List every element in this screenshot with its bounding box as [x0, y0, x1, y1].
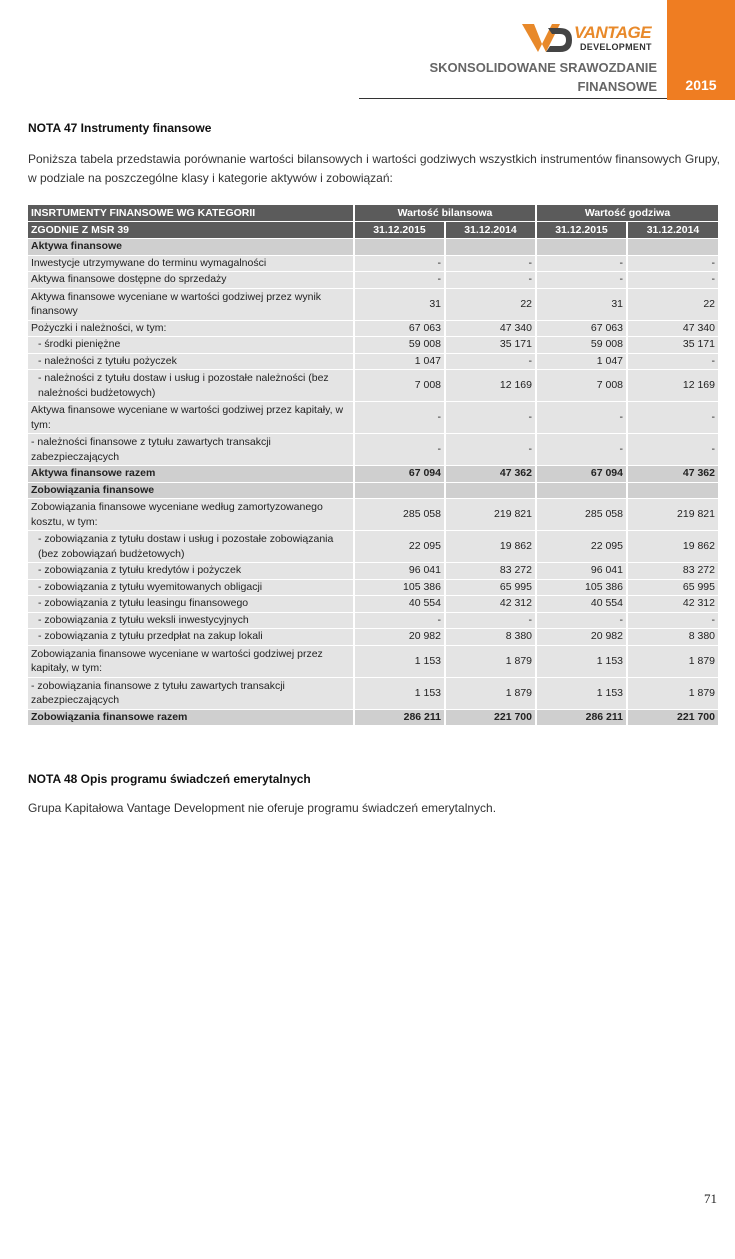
page-number: 71 [704, 1191, 717, 1206]
cell-godz-2014: 65 995 [628, 580, 720, 597]
note48-text: Grupa Kapitałowa Vantage Development nie oferuje programu świadczeń emerytalnych. [28, 801, 497, 815]
table-row [28, 580, 720, 597]
table-header-label-1: INSRTUMENTY FINANSOWE WG KATEGORII [28, 205, 355, 222]
table-row [28, 272, 720, 289]
report-title-line1: SKONSOLIDOWANE SRAWOZDANIE [429, 60, 657, 75]
cell-godz-2015: 20 982 [537, 629, 628, 646]
cell-godz-2015: - [537, 434, 628, 466]
cell-bil-2014: 1 879 [446, 678, 537, 710]
financial-instruments-table [28, 205, 720, 726]
table-row [28, 678, 720, 710]
table-row [28, 629, 720, 646]
cell-bil-2014: 35 171 [446, 337, 537, 354]
cell-godz-2015: 1 153 [537, 678, 628, 710]
table-row [28, 483, 720, 500]
cell-godz-2015: - [537, 272, 628, 289]
cell-bil-2015: - [355, 256, 446, 273]
cell-godz-2014: - [628, 272, 720, 289]
cell-bil-2015: 67 094 [355, 466, 446, 483]
cell-godz-2014: - [628, 613, 720, 630]
cell-godz-2015: - [537, 256, 628, 273]
row-label: - środki pieniężne [28, 337, 355, 354]
cell-bil-2015: 40 554 [355, 596, 446, 613]
cell-bil-2014: 221 700 [446, 710, 537, 727]
cell-godz-2015: 1 153 [537, 646, 628, 678]
report-title-line2: FINANSOWE [577, 79, 657, 94]
row-label: Aktywa finansowe dostępne do sprzedaży [28, 272, 355, 289]
cell-godz-2014: 219 821 [628, 499, 720, 531]
row-label: - należności finansowe z tytułu zawartych transakcji zabezpieczających [28, 434, 355, 466]
logo-subtitle: DEVELOPMENT [580, 42, 652, 52]
cell-godz-2015: 59 008 [537, 337, 628, 354]
cell-godz-2015: 105 386 [537, 580, 628, 597]
cell-bil-2014: 47 340 [446, 321, 537, 338]
row-label: - zobowiązania z tytułu dostaw i usług i pozostałe zobowiązania (bez zobowiązań budżetowych) [28, 531, 355, 563]
row-label: - należności z tytułu pożyczek [28, 354, 355, 371]
cell-bil-2015: 286 211 [355, 710, 446, 727]
cell-godz-2014: - [628, 434, 720, 466]
row-label: Pożyczki i należności, w tym: [28, 321, 355, 338]
note47-title: NOTA 47 Instrumenty finansowe [28, 121, 212, 135]
col-header-bil-2015: 31.12.2015 [355, 222, 446, 239]
cell-godz-2014: - [628, 402, 720, 434]
cell-godz-2014 [628, 239, 720, 256]
cell-godz-2014: 19 862 [628, 531, 720, 563]
cell-bil-2015 [355, 239, 446, 256]
cell-bil-2014: 1 879 [446, 646, 537, 678]
report-year: 2015 [685, 77, 717, 93]
cell-godz-2014: 1 879 [628, 678, 720, 710]
cell-bil-2015: 1 047 [355, 354, 446, 371]
table-row [28, 370, 720, 402]
cell-bil-2014: 19 862 [446, 531, 537, 563]
cell-bil-2014: 83 272 [446, 563, 537, 580]
row-label: - zobowiązania z tytułu wyemitowanych obligacji [28, 580, 355, 597]
group-header-bilansowa: Wartość bilansowa [355, 205, 537, 222]
cell-godz-2014: 22 [628, 289, 720, 321]
note47-intro: Poniższa tabela przedstawia porównanie wartości bilansowych i wartości godziwych wszystkich instrumentów finansowych Grupy, w podziale na poszczególne klasy i kategorie aktywów i zobowiązań: [28, 152, 720, 185]
cell-bil-2015: 105 386 [355, 580, 446, 597]
cell-bil-2014: - [446, 256, 537, 273]
table-row [28, 256, 720, 273]
cell-godz-2014: 35 171 [628, 337, 720, 354]
row-label: Inwestycje utrzymywane do terminu wymagalności [28, 256, 355, 273]
cell-bil-2014: 22 [446, 289, 537, 321]
table-row [28, 289, 720, 321]
cell-bil-2015: - [355, 613, 446, 630]
cell-godz-2014: 221 700 [628, 710, 720, 727]
row-label: Zobowiązania finansowe wyceniane w wartości godziwej przez kapitały, w tym: [28, 646, 355, 678]
row-label: Aktywa finansowe razem [28, 466, 355, 483]
header-divider [359, 98, 667, 99]
cell-bil-2015: 1 153 [355, 678, 446, 710]
cell-godz-2015: 31 [537, 289, 628, 321]
report-title [429, 58, 657, 96]
cell-godz-2014: 1 879 [628, 646, 720, 678]
table-row [28, 239, 720, 256]
vd-logo-icon [522, 22, 574, 54]
row-label: - zobowiązania z tytułu weksli inwestycyjnych [28, 613, 355, 630]
cell-bil-2014: - [446, 402, 537, 434]
cell-bil-2014: - [446, 613, 537, 630]
row-label: Aktywa finansowe wyceniane w wartości godziwej przez wynik finansowy [28, 289, 355, 321]
cell-godz-2015: 22 095 [537, 531, 628, 563]
cell-bil-2015: 7 008 [355, 370, 446, 402]
cell-bil-2014: - [446, 354, 537, 371]
cell-bil-2015: - [355, 434, 446, 466]
cell-godz-2014: 47 340 [628, 321, 720, 338]
row-label: Aktywa finansowe [28, 239, 355, 256]
table-row [28, 434, 720, 466]
cell-godz-2015: 67 063 [537, 321, 628, 338]
cell-godz-2015 [537, 239, 628, 256]
cell-godz-2015: 40 554 [537, 596, 628, 613]
cell-godz-2015: 1 047 [537, 354, 628, 371]
cell-godz-2015: - [537, 402, 628, 434]
table-header-label-2: ZGODNIE Z MSR 39 [28, 222, 355, 239]
table-row [28, 613, 720, 630]
table-header-row-1 [28, 205, 720, 222]
cell-godz-2014: - [628, 354, 720, 371]
table-row [28, 337, 720, 354]
cell-godz-2015: - [537, 613, 628, 630]
row-label: - zobowiązania z tytułu kredytów i pożyczek [28, 563, 355, 580]
row-label: - należności z tytułu dostaw i usług i pozostałe należności (bez należności budżetowych) [28, 370, 355, 402]
table-row [28, 710, 720, 727]
cell-bil-2014: 42 312 [446, 596, 537, 613]
col-header-bil-2014: 31.12.2014 [446, 222, 537, 239]
cell-godz-2014: 47 362 [628, 466, 720, 483]
col-header-godz-2015: 31.12.2015 [537, 222, 628, 239]
row-label: Zobowiązania finansowe [28, 483, 355, 500]
cell-bil-2015: - [355, 402, 446, 434]
cell-godz-2015: 67 094 [537, 466, 628, 483]
cell-bil-2014: 219 821 [446, 499, 537, 531]
cell-bil-2015: 1 153 [355, 646, 446, 678]
table-row [28, 499, 720, 531]
logo-wordmark: VANTAGE [574, 23, 652, 42]
cell-godz-2014: - [628, 256, 720, 273]
cell-bil-2015: - [355, 272, 446, 289]
note48-title: NOTA 48 Opis programu świadczeń emerytalnych [28, 772, 311, 786]
cell-bil-2014: - [446, 272, 537, 289]
cell-bil-2014: 65 995 [446, 580, 537, 597]
cell-bil-2014 [446, 239, 537, 256]
table-row [28, 466, 720, 483]
vantage-logo [522, 22, 657, 54]
row-label: - zobowiązania z tytułu przedpłat na zakup lokali [28, 629, 355, 646]
row-label: Zobowiązania finansowe wyceniane według zamortyzowanego kosztu, w tym: [28, 499, 355, 531]
table-row [28, 646, 720, 678]
cell-bil-2015 [355, 483, 446, 500]
cell-bil-2015: 20 982 [355, 629, 446, 646]
cell-bil-2015: 67 063 [355, 321, 446, 338]
cell-bil-2015: 96 041 [355, 563, 446, 580]
cell-bil-2014 [446, 483, 537, 500]
row-label: - zobowiązania finansowe z tytułu zawartych transakcji zabezpieczających [28, 678, 355, 710]
cell-bil-2015: 59 008 [355, 337, 446, 354]
table-row [28, 563, 720, 580]
cell-godz-2014: 83 272 [628, 563, 720, 580]
cell-godz-2014: 8 380 [628, 629, 720, 646]
table-header-row-2 [28, 222, 720, 239]
row-label: Aktywa finansowe wyceniane w wartości godziwej przez kapitały, w tym: [28, 402, 355, 434]
group-header-godziwa: Wartość godziwa [537, 205, 720, 222]
table-row [28, 321, 720, 338]
cell-godz-2014 [628, 483, 720, 500]
cell-bil-2015: 31 [355, 289, 446, 321]
cell-bil-2014: 47 362 [446, 466, 537, 483]
cell-godz-2014: 12 169 [628, 370, 720, 402]
cell-godz-2015: 285 058 [537, 499, 628, 531]
cell-godz-2015 [537, 483, 628, 500]
page-header [0, 0, 735, 100]
cell-godz-2015: 286 211 [537, 710, 628, 727]
row-label: - zobowiązania z tytułu leasingu finansowego [28, 596, 355, 613]
table-row [28, 596, 720, 613]
row-label: Zobowiązania finansowe razem [28, 710, 355, 727]
cell-godz-2015: 96 041 [537, 563, 628, 580]
cell-bil-2015: 285 058 [355, 499, 446, 531]
cell-godz-2015: 7 008 [537, 370, 628, 402]
cell-godz-2014: 42 312 [628, 596, 720, 613]
cell-bil-2015: 22 095 [355, 531, 446, 563]
cell-bil-2014: 12 169 [446, 370, 537, 402]
table-row [28, 354, 720, 371]
table-row [28, 402, 720, 434]
table-row [28, 531, 720, 563]
col-header-godz-2014: 31.12.2014 [628, 222, 720, 239]
cell-bil-2014: - [446, 434, 537, 466]
cell-bil-2014: 8 380 [446, 629, 537, 646]
